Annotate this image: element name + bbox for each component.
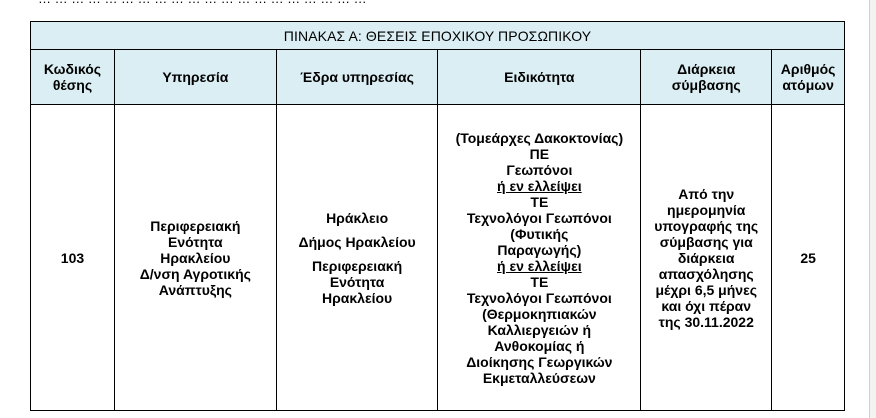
specialty-line: Εκμεταλλεύσεων bbox=[482, 369, 596, 386]
specialty-line: Γεωπόνοι bbox=[506, 161, 573, 178]
window-edge bbox=[869, 0, 876, 418]
service-line: Περιφερειακή bbox=[150, 217, 241, 234]
cutoff-line bbox=[38, 0, 367, 6]
table-title-row bbox=[31, 22, 845, 50]
duration-line: μέχρι 6,5 μήνες bbox=[655, 281, 757, 298]
header-seat: Έδρα υπηρεσίας bbox=[276, 50, 438, 105]
table-row bbox=[31, 105, 845, 411]
header-code-line-1: Κωδικός bbox=[43, 61, 102, 77]
specialty-line: (Θερμοκηπιακών bbox=[482, 305, 597, 322]
header-specialty: Ειδικότητα bbox=[438, 50, 641, 105]
specialty-line: (Φυτικής bbox=[510, 225, 569, 242]
top-cutoff-text bbox=[0, 0, 875, 22]
specialty-line: Διοίκησης Γεωργικών bbox=[466, 353, 613, 370]
table-title: ΠΙΝΑΚΑΣ Α: ΘΕΣΕΙΣ ΕΠΟΧΙΚΟΥ ΠΡΟΣΩΠΙΚΟΥ bbox=[31, 22, 845, 50]
cell-service bbox=[114, 105, 276, 411]
cell-specialty bbox=[438, 105, 641, 411]
service-line: Ηρακλείου bbox=[160, 249, 231, 266]
specialty-line: ΤΕ bbox=[530, 193, 549, 210]
duration-line: σύμβασης για bbox=[659, 233, 753, 250]
cell-duration bbox=[641, 105, 772, 411]
seat-line: Δήμος Ηρακλείου bbox=[298, 233, 416, 250]
header-code-line-2: θέσης bbox=[52, 77, 93, 93]
duration-line: υπογραφής της bbox=[654, 217, 759, 234]
header-service: Υπηρεσία bbox=[114, 50, 276, 105]
cell-seat bbox=[276, 105, 438, 411]
specialty-line: ΤΕ bbox=[530, 273, 549, 290]
duration-line: ημερομηνία bbox=[667, 201, 746, 218]
duration-line: διάρκεια bbox=[677, 249, 735, 266]
specialty-line: Καλλιεργειών ή bbox=[487, 321, 592, 338]
positions-table bbox=[30, 21, 845, 411]
header-duration-line-1: Διάρκεια bbox=[677, 61, 736, 77]
header-row bbox=[31, 50, 845, 105]
cell-code: 103 bbox=[31, 105, 115, 411]
specialty-or-else-line: ή εν ελλείψει bbox=[497, 177, 582, 194]
duration-line: Από την bbox=[678, 185, 735, 202]
seat-line: Ηρακλείου bbox=[321, 289, 393, 306]
header-count-line-2: ατόμων bbox=[782, 77, 834, 93]
service-line: Ανάπτυξης bbox=[158, 281, 232, 298]
duration-line: της 30.11.2022 bbox=[658, 313, 754, 330]
header-duration bbox=[641, 50, 772, 105]
specialty-line: Ανθοκομίας ή bbox=[494, 337, 585, 354]
specialty-line: ΠΕ bbox=[529, 145, 550, 162]
seat-line: Ενότητα bbox=[329, 273, 385, 290]
specialty-line: Παραγωγής) bbox=[497, 241, 582, 258]
specialty-line: (Τομεάρχες Δακοκτονίας) bbox=[455, 129, 624, 146]
header-duration-line-2: σύμβασης bbox=[671, 77, 741, 93]
specialty-or-else-line: ή εν ελλείψει bbox=[497, 257, 582, 274]
duration-line: και όχι πέραν bbox=[661, 297, 752, 314]
specialty-line: Τεχνολόγοι Γεωπόνοι bbox=[466, 209, 612, 226]
seat-line: Ηράκλειο bbox=[326, 209, 389, 226]
service-line: Δ/νση Αγροτικής bbox=[139, 265, 251, 282]
service-line: Ενότητα bbox=[168, 233, 223, 250]
cell-count: 25 bbox=[772, 105, 845, 411]
header-count-line-1: Αριθμός bbox=[780, 61, 836, 77]
header-code bbox=[31, 50, 115, 105]
duration-line: απασχόλησης bbox=[658, 265, 754, 282]
seat-line: Περιφερειακή bbox=[312, 257, 403, 274]
header-count bbox=[772, 50, 845, 105]
specialty-line: Τεχνολόγοι Γεωπόνοι bbox=[466, 289, 612, 306]
